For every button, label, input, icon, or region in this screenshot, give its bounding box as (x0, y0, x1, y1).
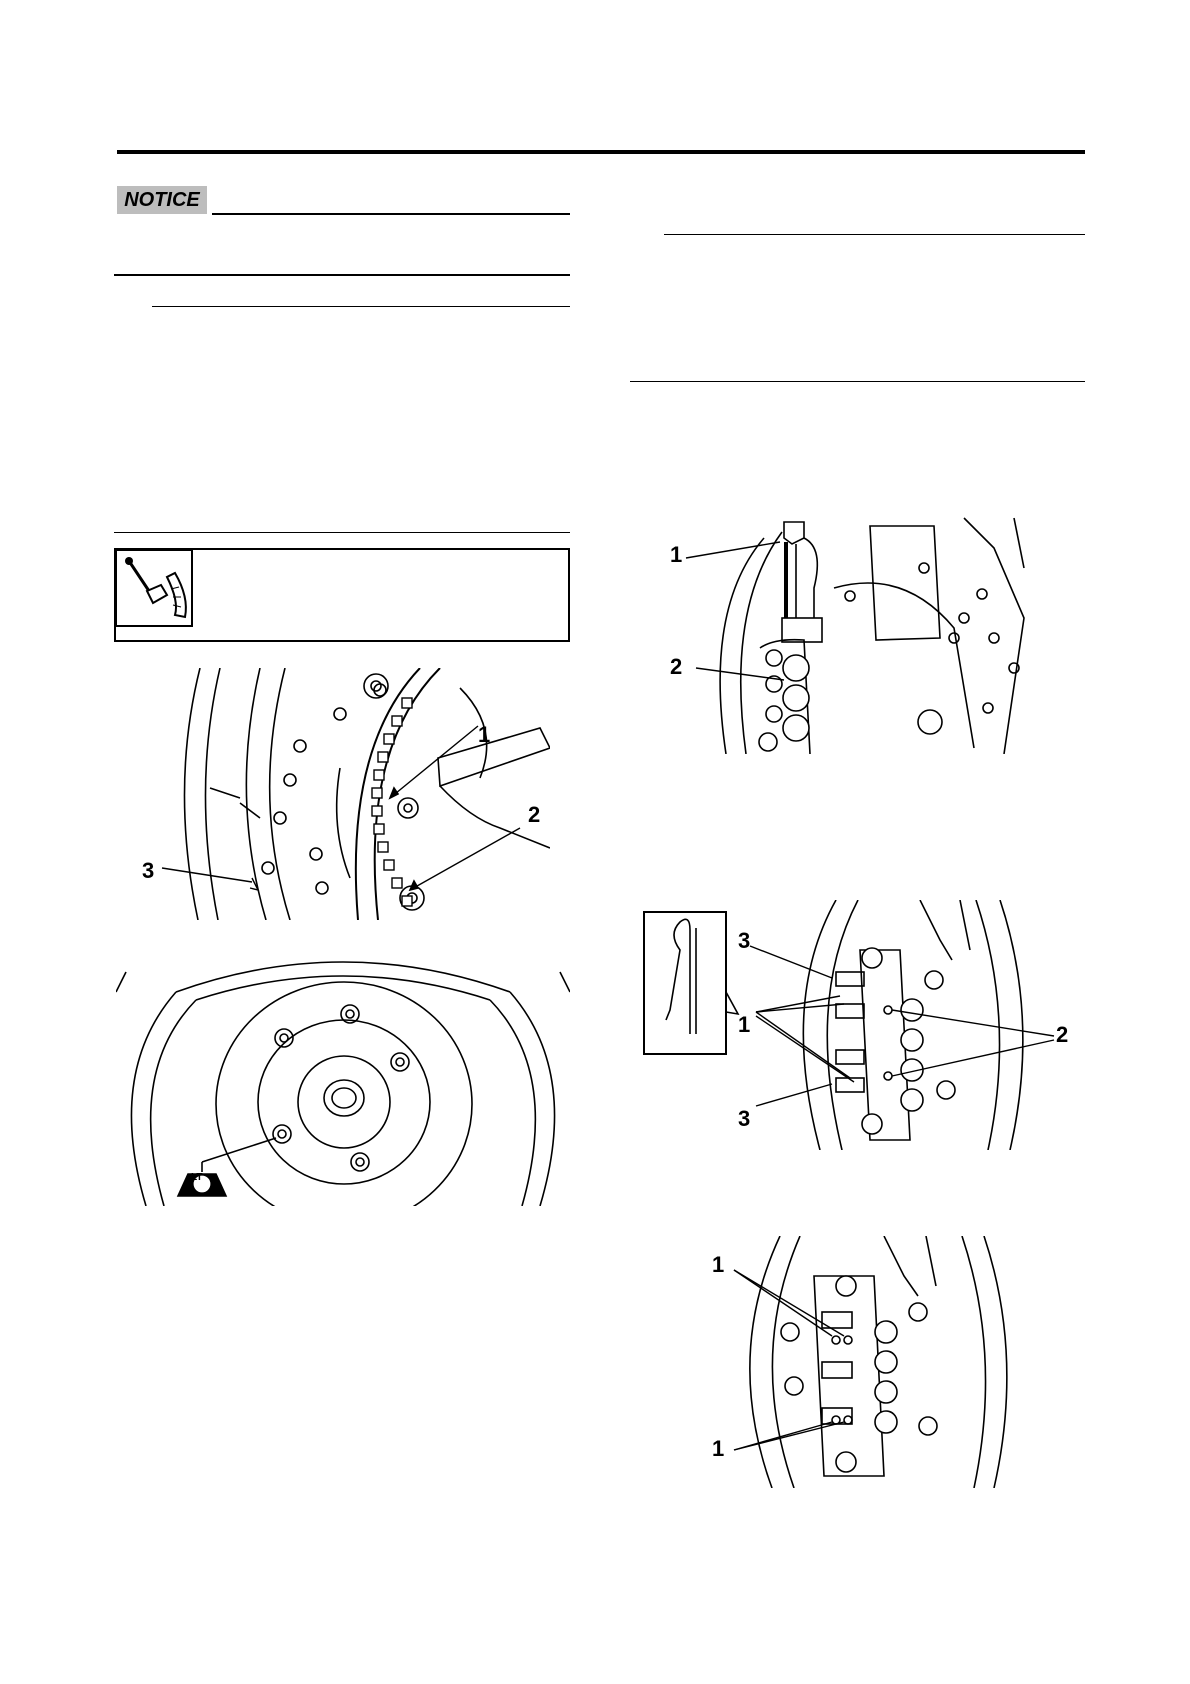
header-rule (117, 150, 1085, 154)
lt-label: LT (191, 1172, 203, 1183)
figure-abs-rotor (140, 668, 550, 920)
callout-1: 1 (738, 1012, 751, 1037)
callout-3-bottom: 3 (738, 1106, 751, 1131)
section-end-rule (114, 532, 570, 533)
right-tip-top-rule (664, 234, 1085, 235)
notice-badge: NOTICE (117, 186, 207, 214)
figure-disc-bolts (116, 952, 570, 1206)
callout-1-top: 1 (712, 1252, 725, 1277)
right-tip-bottom-rule (630, 381, 1085, 382)
callout-3-top: 3 (738, 928, 751, 953)
torque-wrench-icon (115, 549, 193, 627)
tip-rule (152, 306, 570, 307)
callout-1: 1 (670, 542, 683, 567)
notice-top-rule (212, 213, 570, 215)
callout-2: 2 (1056, 1022, 1069, 1047)
notice-bottom-rule (114, 274, 570, 276)
figure-pad-pins (704, 1236, 1034, 1488)
callout-1: 1 (478, 722, 491, 747)
callout-2: 2 (670, 654, 683, 679)
torque-spec-box (114, 548, 570, 642)
callout-1-bottom: 1 (712, 1436, 725, 1461)
callout-2: 2 (528, 802, 541, 827)
callout-3: 3 (142, 858, 155, 883)
figure-brake-caliper-hose (664, 508, 1048, 754)
figure-pad-pins-clips (640, 900, 1076, 1150)
